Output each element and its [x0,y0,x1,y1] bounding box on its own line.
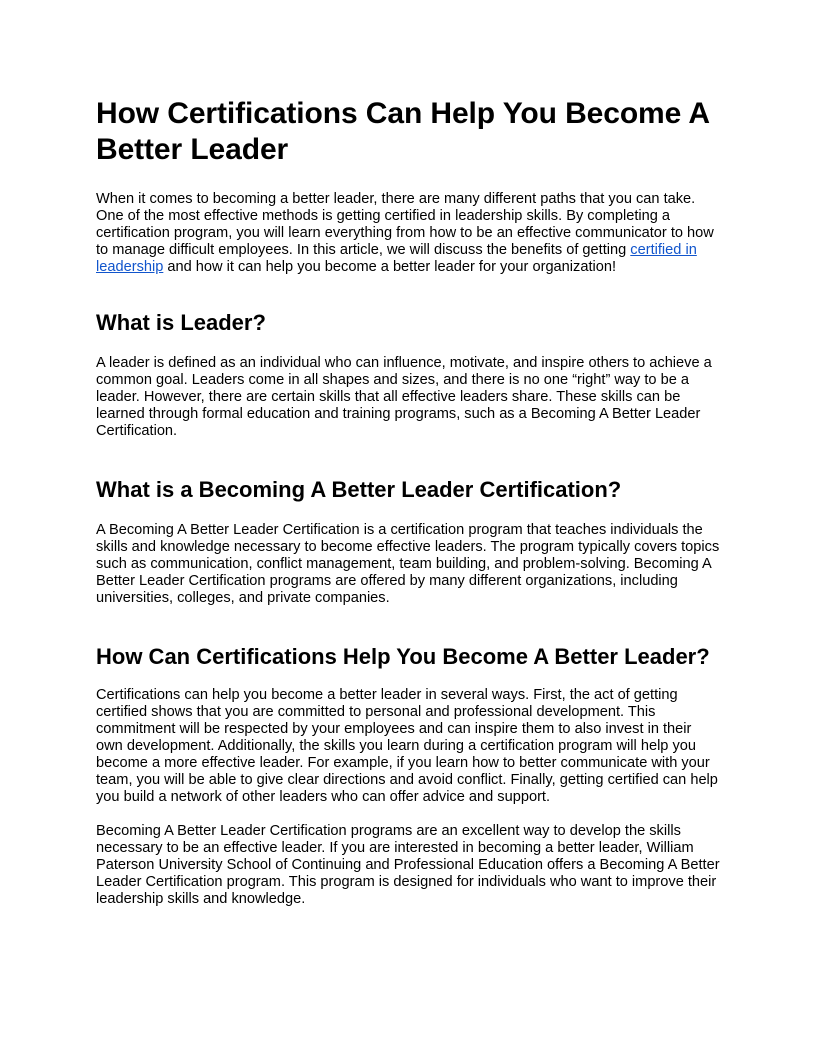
certified-in-leadership-link[interactable]: certified in leadership [96,242,697,275]
section-heading-certification: What is a Becoming A Better Leader Certification? [96,477,622,502]
section-how-help-paragraph-2: Becoming A Better Leader Certification programs are an excellent way to develop the skills necessary to be an effective leader. If you are interested in becoming a better leader, William Paterson University School of Continuing and Professional Education offers a Becoming A Better Leader Certification program. This program is designed for individuals who want to improve their leadership skills and knowledge. [96,823,720,907]
document-page [96,96,720,908]
section-what-is-leader-paragraph: A leader is defined as an individual who can influence, motivate, and inspire others to achieve a common goal. Leaders come in all shapes and sizes, and there is no one “right” way to be a leader. However, there are certain skills that all effective leaders share. These skills can be learned through formal education and training programs, such as a Becoming A Better Leader Certification. [96,355,712,439]
section-how-help-paragraph-1: Certifications can help you become a better leader in several ways. First, the act of getting certified shows that you are committed to personal and professional development. This commitment will be respected by your employees and can inspire them to also invest in their own development. Additionally, the skills you learn during a certification program will help you become a more effective leader. For example, if you learn how to better communicate with your team, you will be able to give clear directions and avoid conflict. Finally, getting certified can help you build a network of other leaders who can offer advice and support. [96,687,718,805]
intro-paragraph [96,191,720,276]
document-title: How Certifications Can Help You Become A Better Leader [96,97,709,166]
section-heading-what-is-leader: What is Leader? [96,310,266,335]
intro-text-before-link: When it comes to becoming a better leader, there are many different paths that you can take. One of the most effective methods is getting certified in leadership skills. By completing a certification program, you will learn everything from how to be an effective communicator to how to manage difficult employees. In this article, we will discuss the benefits of getting [96,191,714,258]
section-certification-paragraph: A Becoming A Better Leader Certification is a certification program that teaches individuals the skills and knowledge necessary to become effective leaders. The program typically covers topics such as communication, conflict management, team building, and problem-solving. Becoming A Better Leader Certification programs are offered by many different organizations, including universities, colleges, and private companies. [96,522,720,606]
intro-text-after-link: and how it can help you become a better leader for your organization! [163,259,617,275]
section-heading-how-certifications-help: How Can Certifications Help You Become A Better Leader? [96,644,710,669]
